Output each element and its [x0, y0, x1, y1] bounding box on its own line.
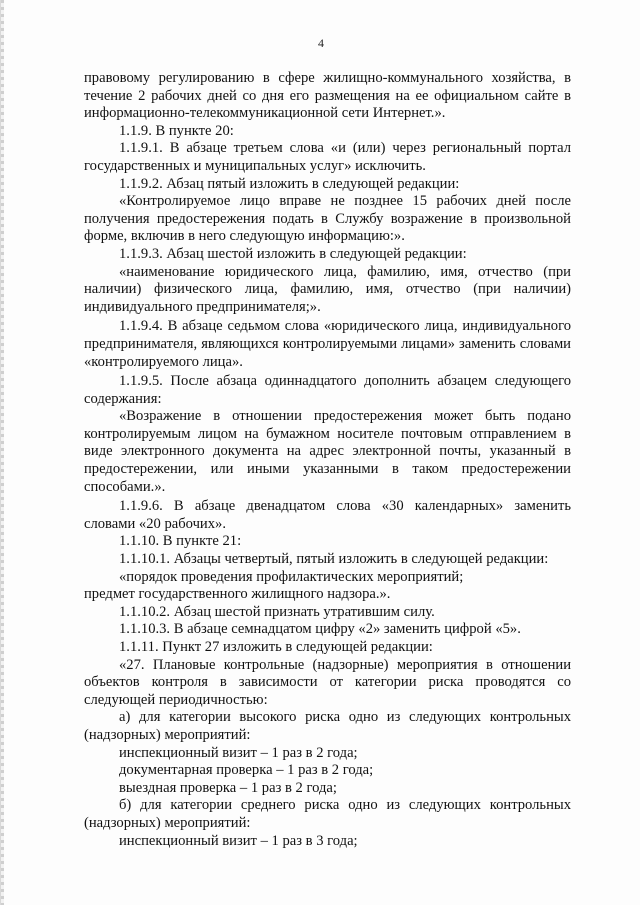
paragraph: а) для категории высокого риска одно из следующих контрольных (надзорных) мероприятий: [84, 709, 571, 743]
paragraph: б) для категории среднего риска одно из следующих контрольных (надзорных) мероприятий: [84, 797, 571, 831]
paragraph: предмет государственного жилищного надзора.». [84, 586, 391, 603]
paragraph: 1.1.9.1. В абзаце третьем слова «и (или) через региональный портал государственных и муниципальных услуг» исключить. [84, 140, 571, 174]
paragraph: 1.1.9.3. Абзац шестой изложить в следующей редакции: [119, 245, 467, 262]
page-number: 4 [318, 36, 324, 50]
paragraph: «Контролируемое лицо вправе не позднее 15 рабочих дней после получения предостережения подать в Службу возражение в произвольной форме, включив в него следующую информацию:». [84, 193, 571, 245]
document-body [84, 70, 571, 850]
paragraph: «наименование юридического лица, фамилию, имя, отчество (при наличии) физического лица, фамилию, имя, отчество (при наличии) индивидуального предпринимателя;». [84, 263, 571, 315]
paragraph: 1.1.10.3. В абзаце семнадцатом цифру «2» заменить цифрой «5». [119, 621, 521, 638]
paragraph: «порядок проведения профилактических мероприятий; [119, 568, 464, 585]
paragraph: 1.1.9. В пункте 20: [119, 122, 234, 139]
paragraph: 1.1.9.5. После абзаца одиннадцатого дополнить абзацем следующего содержания: [84, 373, 571, 407]
paragraph: «27. Плановые контрольные (надзорные) мероприятия в отношении объектов контроля в зависимости от категории риска проводятся со следующей периодичностью: [84, 656, 571, 708]
paragraph: инспекционный визит – 1 раз в 3 года; [119, 832, 358, 849]
paragraph: выездная проверка – 1 раз в 2 года; [119, 779, 337, 796]
paragraph: 1.1.10.2. Абзац шестой признать утратившим силу. [119, 603, 435, 620]
paragraph: 1.1.9.6. В абзаце двенадцатом слова «30 календарных» заменить словами «20 рабочих». [84, 498, 571, 532]
paragraph: документарная проверка – 1 раз в 2 года; [119, 762, 374, 779]
paragraph: 1.1.10. В пункте 21: [119, 533, 242, 550]
paragraph: правовому регулированию в сфере жилищно-коммунального хозяйства, в течение 2 рабочих дней со дня его размещения на ее официальном сайте в информационно-телекоммуникационной сети Интернет.». [84, 70, 571, 122]
paragraph: инспекционный визит – 1 раз в 2 года; [119, 744, 358, 761]
paragraph: «Возражение в отношении предостережения может быть подано контролируемым лицом на бумажном носителе почтовым отправлением в виде электронного документа на адрес электронной почты, указанный в предостережении, или иными указанными в таком предостережении способами.». [84, 408, 571, 495]
paragraph: 1.1.10.1. Абзацы четвертый, пятый изложить в следующей редакции: [119, 551, 549, 568]
paragraph: 1.1.9.2. Абзац пятый изложить в следующей редакции: [119, 175, 460, 192]
paragraph: 1.1.11. Пункт 27 изложить в следующей редакции: [119, 639, 433, 655]
scan-edge [1, 0, 4, 905]
paragraph: 1.1.9.4. В абзаце седьмом слова «юридического лица, индивидуального предпринимателя, являющихся контролируемыми лицами» заменить словами «контролируемого лица». [84, 318, 571, 370]
